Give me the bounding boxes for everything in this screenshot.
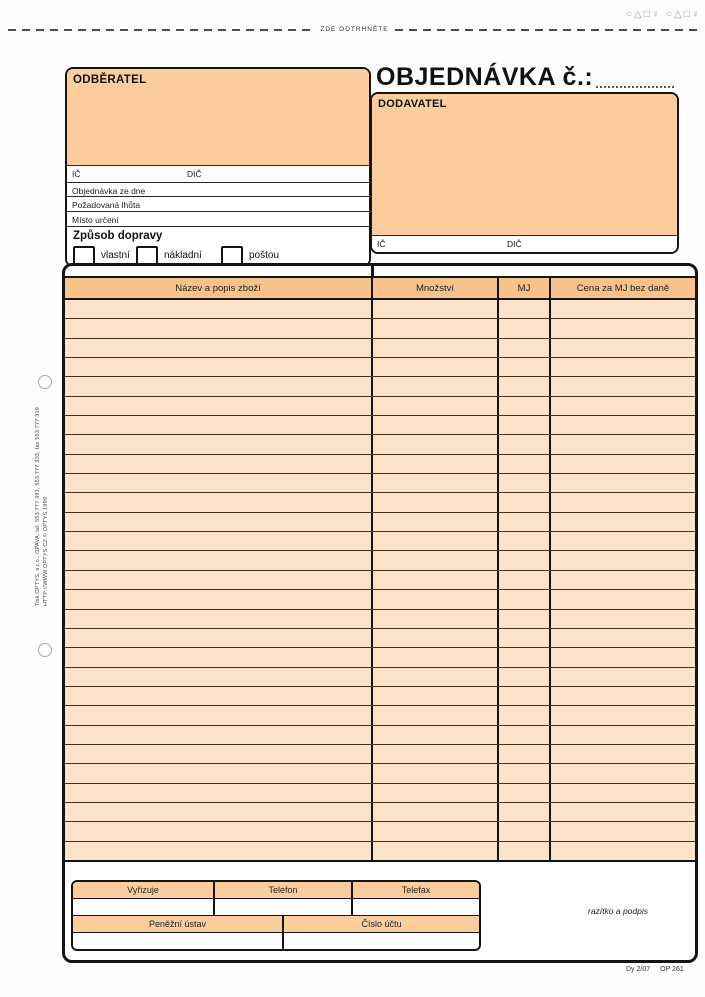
- item-cell-c2[interactable]: [497, 435, 549, 453]
- punch-hole-bottom: [38, 643, 52, 657]
- transport-title: Způsob dopravy: [73, 229, 163, 242]
- tear-off-line: [0, 26, 705, 33]
- customer-ic-dic-row[interactable]: [67, 165, 369, 182]
- item-cell-c0[interactable]: [65, 532, 371, 550]
- item-cell-c0[interactable]: [65, 551, 371, 569]
- customer-ic-label: IČ: [72, 168, 81, 179]
- transport-option-own-label: vlastní: [101, 249, 130, 261]
- destination-row[interactable]: [67, 211, 369, 226]
- item-cell-c3[interactable]: [549, 339, 695, 357]
- items-box: [62, 263, 698, 963]
- item-cell-c2[interactable]: [497, 745, 549, 763]
- item-row: [65, 784, 695, 803]
- telephone-header: Telefon: [213, 882, 351, 898]
- item-row: [65, 842, 695, 860]
- form-code: [626, 966, 684, 973]
- item-cell-c1[interactable]: [371, 339, 497, 357]
- item-cell-c1[interactable]: [371, 455, 497, 473]
- item-cell-c0[interactable]: [65, 803, 371, 821]
- item-cell-c2[interactable]: [497, 532, 549, 550]
- item-row: [65, 687, 695, 706]
- item-cell-c3[interactable]: [549, 822, 695, 840]
- required-deadline-row[interactable]: [67, 196, 369, 211]
- item-cell-c3[interactable]: [549, 377, 695, 395]
- item-row: [65, 551, 695, 570]
- item-cell-c2[interactable]: [497, 687, 549, 705]
- item-cell-c2[interactable]: [497, 590, 549, 608]
- telefax-field[interactable]: [351, 899, 479, 915]
- item-cell-c0[interactable]: [65, 610, 371, 628]
- item-cell-c3[interactable]: [549, 474, 695, 492]
- item-cell-c1[interactable]: [371, 610, 497, 628]
- item-cell-c0[interactable]: [65, 339, 371, 357]
- item-cell-c2[interactable]: [497, 648, 549, 666]
- transport-option-post-label: poštou: [249, 249, 280, 261]
- form-code-left: Dy 2/07: [626, 966, 651, 973]
- bank-header-row: [73, 915, 479, 932]
- account-number-field[interactable]: [282, 933, 479, 949]
- item-row: [65, 397, 695, 416]
- item-cell-c0[interactable]: [65, 416, 371, 434]
- item-cell-c2[interactable]: [497, 726, 549, 744]
- item-cell-c0[interactable]: [65, 455, 371, 473]
- item-cell-c3[interactable]: [549, 648, 695, 666]
- destination-label: Místo určení: [72, 215, 119, 226]
- column-header-price: Cena za MJ bez daně: [549, 278, 695, 298]
- header-divider-stub: [371, 266, 374, 276]
- contact-header-row: [73, 882, 479, 898]
- item-cell-c0[interactable]: [65, 745, 371, 763]
- item-row: [65, 803, 695, 822]
- item-cell-c3[interactable]: [549, 745, 695, 763]
- transport-option-freight-label: nákladní: [164, 249, 202, 261]
- item-cell-c1[interactable]: [371, 532, 497, 550]
- item-cell-c1[interactable]: [371, 319, 497, 337]
- item-cell-c3[interactable]: [549, 784, 695, 802]
- item-row: [65, 300, 695, 319]
- item-cell-c2[interactable]: [497, 629, 549, 647]
- item-cell-c1[interactable]: [371, 416, 497, 434]
- item-cell-c3[interactable]: [549, 571, 695, 589]
- item-row: [65, 726, 695, 745]
- item-cell-c3[interactable]: [549, 668, 695, 686]
- item-cell-c2[interactable]: [497, 339, 549, 357]
- item-cell-c1[interactable]: [371, 784, 497, 802]
- item-cell-c1[interactable]: [371, 648, 497, 666]
- item-cell-c2[interactable]: [497, 668, 549, 686]
- item-cell-c2[interactable]: [497, 842, 549, 860]
- item-cell-c0[interactable]: [65, 764, 371, 782]
- item-cell-c1[interactable]: [371, 842, 497, 860]
- item-cell-c2[interactable]: [497, 358, 549, 376]
- item-cell-c1[interactable]: [371, 513, 497, 531]
- customer-box: [65, 67, 371, 267]
- item-row: [65, 377, 695, 396]
- item-cell-c0[interactable]: [65, 726, 371, 744]
- account-number-header: Číslo účtu: [282, 916, 479, 932]
- item-cell-c3[interactable]: [549, 629, 695, 647]
- item-cell-c1[interactable]: [371, 822, 497, 840]
- item-cell-c3[interactable]: [549, 319, 695, 337]
- item-cell-c3[interactable]: [549, 764, 695, 782]
- item-cell-c2[interactable]: [497, 300, 549, 318]
- item-cell-c2[interactable]: [497, 764, 549, 782]
- item-cell-c1[interactable]: [371, 687, 497, 705]
- bank-input-row: [73, 932, 479, 949]
- item-cell-c1[interactable]: [371, 668, 497, 686]
- item-row: [65, 455, 695, 474]
- item-cell-c2[interactable]: [497, 803, 549, 821]
- telephone-field[interactable]: [213, 899, 351, 915]
- item-cell-c3[interactable]: [549, 455, 695, 473]
- item-row: [65, 319, 695, 338]
- supplier-ic-label: IČ: [377, 239, 386, 249]
- item-cell-c2[interactable]: [497, 784, 549, 802]
- handled-by-header: Vyřizuje: [127, 885, 159, 895]
- order-title: OBJEDNÁVKA č.:: [376, 63, 594, 91]
- item-row: [65, 822, 695, 841]
- item-cell-c0[interactable]: [65, 668, 371, 686]
- item-cell-c2[interactable]: [497, 706, 549, 724]
- item-row: [65, 474, 695, 493]
- item-cell-c0[interactable]: [65, 648, 371, 666]
- item-cell-c1[interactable]: [371, 726, 497, 744]
- item-cell-c2[interactable]: [497, 551, 549, 569]
- item-cell-c0[interactable]: [65, 822, 371, 840]
- item-cell-c1[interactable]: [371, 764, 497, 782]
- supplier-box-title: DODAVATEL: [372, 94, 677, 235]
- item-cell-c3[interactable]: [549, 358, 695, 376]
- item-cell-c0[interactable]: [65, 397, 371, 415]
- item-cell-c1[interactable]: [371, 377, 497, 395]
- stamp-signature-label: razítko a podpis: [587, 906, 648, 916]
- item-cell-c3[interactable]: [549, 493, 695, 511]
- item-row: [65, 590, 695, 609]
- item-cell-c0[interactable]: [65, 300, 371, 318]
- item-row: [65, 339, 695, 358]
- item-cell-c1[interactable]: [371, 474, 497, 492]
- item-row: [65, 358, 695, 377]
- item-row: [65, 493, 695, 512]
- column-header-quantity: Množství: [371, 278, 497, 298]
- column-header-unit: MJ: [497, 278, 549, 298]
- item-cell-c2[interactable]: [497, 474, 549, 492]
- tear-off-label: ZDE ODTRHNĚTE: [320, 26, 389, 33]
- item-cell-c3[interactable]: [549, 416, 695, 434]
- order-date-label: Objednávka ze dne: [72, 185, 146, 196]
- item-row: [65, 668, 695, 687]
- item-cell-c2[interactable]: [497, 610, 549, 628]
- column-header-name: Název a popis zboží: [175, 282, 261, 294]
- item-cell-c1[interactable]: [371, 571, 497, 589]
- item-cell-c3[interactable]: [549, 551, 695, 569]
- telefax-header: Telefax: [351, 882, 479, 898]
- item-row: [65, 745, 695, 764]
- item-cell-c3[interactable]: [549, 300, 695, 318]
- form-code-right: OP 261: [660, 966, 684, 973]
- item-cell-c3[interactable]: [549, 590, 695, 608]
- item-cell-c0[interactable]: [65, 706, 371, 724]
- item-cell-c2[interactable]: [497, 513, 549, 531]
- item-cell-c2[interactable]: [497, 822, 549, 840]
- supplier-dic-label: DIČ: [507, 239, 522, 249]
- supplier-ic-dic-row[interactable]: [372, 235, 677, 252]
- transport-section: [67, 226, 369, 265]
- item-cell-c1[interactable]: [371, 358, 497, 376]
- item-cell-c0[interactable]: [65, 513, 371, 531]
- item-cell-c1[interactable]: [371, 745, 497, 763]
- item-cell-c3[interactable]: [549, 726, 695, 744]
- item-row: [65, 571, 695, 590]
- item-cell-c1[interactable]: [371, 803, 497, 821]
- item-row: [65, 648, 695, 667]
- item-cell-c1[interactable]: [371, 300, 497, 318]
- item-cell-c3[interactable]: [549, 513, 695, 531]
- print-registration-marks: ○△□♀ ○△□♀: [626, 9, 702, 20]
- item-cell-c1[interactable]: [371, 435, 497, 453]
- order-number-field[interactable]: [596, 68, 674, 88]
- item-cell-c3[interactable]: [549, 397, 695, 415]
- item-cell-c1[interactable]: [371, 629, 497, 647]
- contact-input-row: [73, 898, 479, 915]
- item-cell-c1[interactable]: [371, 590, 497, 608]
- item-cell-c0[interactable]: [65, 784, 371, 802]
- item-cell-c2[interactable]: [497, 571, 549, 589]
- item-cell-c2[interactable]: [497, 377, 549, 395]
- item-cell-c0[interactable]: [65, 377, 371, 395]
- item-cell-c0[interactable]: [65, 590, 371, 608]
- order-date-row[interactable]: [67, 182, 369, 197]
- items-table-body: [65, 300, 695, 862]
- item-row: [65, 610, 695, 629]
- item-cell-c1[interactable]: [371, 551, 497, 569]
- item-cell-c3[interactable]: [549, 532, 695, 550]
- item-cell-c1[interactable]: [371, 397, 497, 415]
- item-cell-c3[interactable]: [549, 610, 695, 628]
- tear-dashes-right: [395, 29, 701, 31]
- items-table: [65, 276, 695, 862]
- item-cell-c0[interactable]: [65, 474, 371, 492]
- item-cell-c0[interactable]: [65, 842, 371, 860]
- required-deadline-label: Požadovaná lhůta: [72, 200, 141, 211]
- item-cell-c0[interactable]: [65, 629, 371, 647]
- customer-box-title: ODBĚRATEL: [67, 69, 369, 165]
- item-cell-c2[interactable]: [497, 397, 549, 415]
- item-cell-c0[interactable]: [65, 358, 371, 376]
- item-cell-c3[interactable]: [549, 842, 695, 860]
- supplier-box: [370, 92, 679, 254]
- item-cell-c1[interactable]: [371, 706, 497, 724]
- tear-dashes-left: [8, 29, 314, 31]
- item-cell-c2[interactable]: [497, 319, 549, 337]
- item-cell-c3[interactable]: [549, 706, 695, 724]
- handled-by-field[interactable]: [73, 899, 213, 915]
- item-cell-c0[interactable]: [65, 435, 371, 453]
- item-cell-c1[interactable]: [371, 493, 497, 511]
- item-cell-c2[interactable]: [497, 416, 549, 434]
- printer-imprint-line1: Tisk OPTYS, s.r.o., OPAVA, tel. 553 777 391, 553 777 333, fax 553 777 319: [35, 406, 41, 606]
- bank-institution-header: Peněžní ústav: [148, 919, 207, 929]
- items-table-header: [65, 276, 695, 300]
- item-cell-c2[interactable]: [497, 455, 549, 473]
- bank-institution-field[interactable]: [73, 933, 282, 949]
- item-cell-c3[interactable]: [549, 803, 695, 821]
- item-cell-c0[interactable]: [65, 319, 371, 337]
- contact-bank-table: [71, 880, 481, 951]
- item-cell-c0[interactable]: [65, 493, 371, 511]
- item-row: [65, 532, 695, 551]
- item-cell-c2[interactable]: [497, 493, 549, 511]
- item-cell-c0[interactable]: [65, 687, 371, 705]
- item-row: [65, 513, 695, 532]
- order-title-row: [376, 63, 675, 92]
- printer-imprint-line2: HTTP://WWW.OPTYS.CZ © OPTYS 1999: [42, 496, 49, 606]
- item-row: [65, 435, 695, 454]
- item-cell-c3[interactable]: [549, 687, 695, 705]
- item-row: [65, 416, 695, 435]
- item-cell-c3[interactable]: [549, 435, 695, 453]
- item-row: [65, 706, 695, 725]
- item-cell-c0[interactable]: [65, 571, 371, 589]
- item-row: [65, 629, 695, 648]
- printer-imprint: [35, 384, 50, 606]
- customer-dic-label: DIČ: [187, 168, 202, 179]
- item-row: [65, 764, 695, 783]
